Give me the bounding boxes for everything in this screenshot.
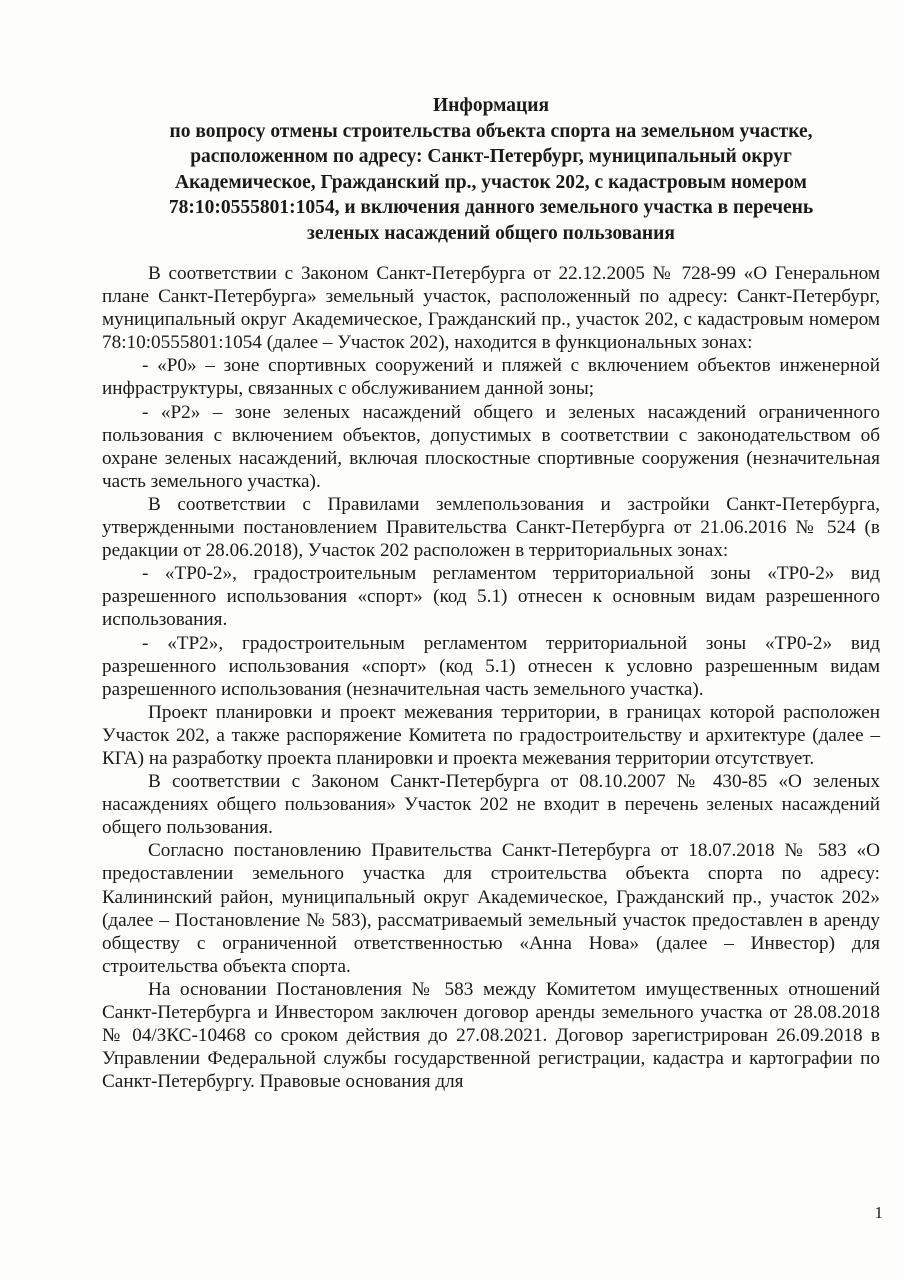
body-paragraph: В соответствии с Правилами землепользования и застройки Санкт-Петербурга, утвержденными постановлением Правительства Санкт-Петербурга от 21.06.2016 № 524 (в редакции от 28.06.2018), Участок 202 расположен в территориальных зонах: — [102, 493, 880, 562]
list-item-zone-tr0-2: - «ТР0-2», градостроительным регламентом территориальной зоны «ТР0-2» вид разрешенного использования «спорт» (код 5.1) отнесен к основным видам разрешенного использования. — [102, 563, 880, 631]
body-paragraph: На основании Постановления № 583 между Комитетом имущественных отношений Санкт-Петербурга и Инвестором заключен договор аренды земельного участка от 28.08.2018 № 04/ЗКС-10468 со сроком действия до 27.08.2021. Договор зарегистрирован 26.09.2018 в Управлении Федеральной службы государственной регистрации, кадастра и картографии по Санкт-Петербургу. Правовые основания для — [102, 978, 880, 1093]
page-number: 1 — [874, 1203, 883, 1222]
body-paragraph: В соответствии с Законом Санкт-Петербурга от 08.10.2007 № 430-85 «О зеленых насаждениях общего пользования» Участок 202 не входит в перечень зеленых насаждений общего пользования. — [102, 771, 880, 839]
title-line: зеленых насаждений общего пользования — [307, 222, 675, 244]
title-line: Информация — [432, 95, 550, 116]
body-paragraph: В соответствии с Законом Санкт-Петербурга от 22.12.2005 № 728-99 «О Генеральном плане Санкт-Петербурга» земельный участок, расположенный по адресу: Санкт-Петербург, муниципальный округ Академическое, Гражданский пр., участок 202, с кадастровым номером 78:10:0555801:1054 (далее – Участок 202), находится в функциональных зонах: — [102, 263, 880, 354]
title-line: 78:10:0555801:1054, и включения данного земельного участка в перечень — [168, 197, 814, 218]
document-title — [102, 93, 880, 246]
body-paragraph: Согласно постановлению Правительства Санкт-Петербурга от 18.07.2018 № 583 «О предоставлении земельного участка для строительства объекта спорта по адресу: Калининский район, муниципальный округ Академическое, Гражданский пр., участок 202» (далее – Постановление № 583), рассматриваемый земельный участок предоставлен в аренду обществу с ограниченной ответственностью «Анна Нова» (далее – Инвестор) для строительства объекта спорта. — [102, 840, 880, 977]
body-paragraph: Проект планировки и проект межевания территории, в границах которой расположен Участок 202, а также распоряжение Комитета по градостроительству и архитектуре (далее – КГА) на разработку проекта планировки и проекта межевания территории отсутствует. — [102, 701, 880, 769]
list-item-zone-tr2: - «ТР2», градостроительным регламентом территориальной зоны «ТР0-2» вид разрешенного использования «спорт» (код 5.1) отнесен к условно разрешенным видам разрешенного использования (незначительная часть земельного участка). — [102, 632, 880, 700]
title-line: расположенном по адресу: Санкт-Петербург, муниципальный округ — [190, 146, 792, 167]
document-body — [102, 262, 880, 1093]
document-content — [102, 93, 880, 1093]
list-item-zone-r2: - «Р2» – зоне зеленых насаждений общего и зеленых насаждений ограниченного пользования с включением объектов, допустимых в соответствии с законодательством об охране зеленых насаждений, включая плоскостные спортивные сооружения (незначительная часть земельного участка). — [102, 401, 880, 492]
list-item-zone-r0: - «Р0» – зоне спортивных сооружений и пляжей с включением объектов инженерной инфраструктуры, связанных с обслуживанием данной зоны; — [102, 355, 880, 400]
title-line: Академическое, Гражданский пр., участок 202, с кадастровым номером — [175, 171, 807, 193]
title-line: по вопросу отмены строительства объекта спорта на земельном участке, — [169, 120, 813, 142]
